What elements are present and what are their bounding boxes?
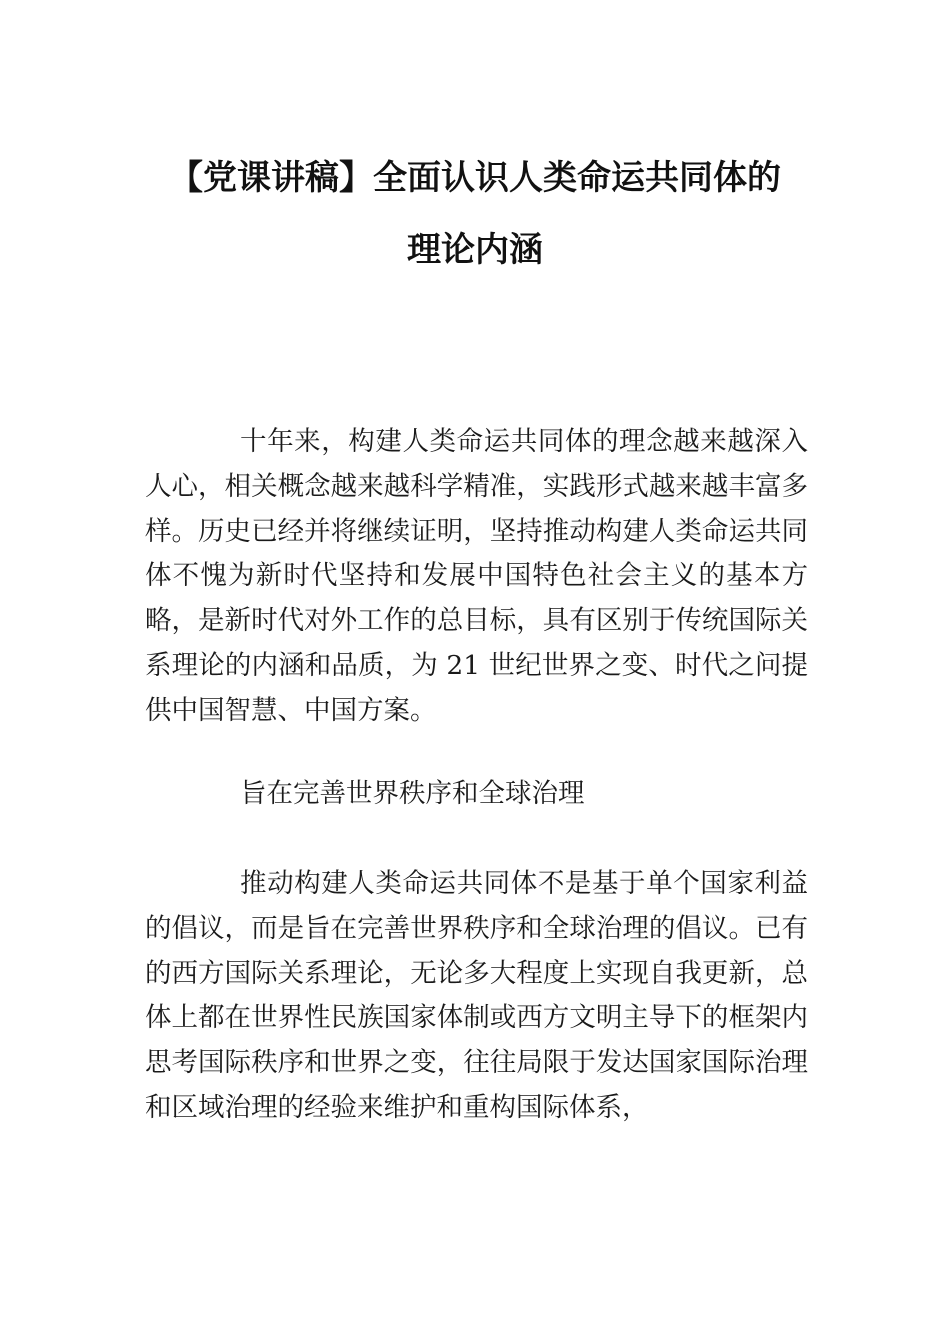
body-paragraph-2: 推动构建人类命运共同体不是基于单个国家利益的倡议，而是旨在完善世界秩序和全球治理的倡议。已有的西方国际关系理论，无论多大程度上实现自我更新，总体上都在世界性民族国家体制或西方文明主导下的框架内思考国际秩序和世界之变，往往局限于发达国家国际治理和区域治理的经验来维护和重构国际体系， [145, 868, 808, 1123]
document-title-line-2: 理论内涵 [407, 230, 543, 270]
document-title-line-1: 【党课讲稿】全面认识人类命运共同体的 [169, 158, 781, 198]
section-heading-1: 旨在完善世界秩序和全球治理 [240, 778, 585, 809]
body-paragraph-1: 十年来，构建人类命运共同体的理念越来越深入人心，相关概念越来越科学精准，实践形式越来越丰富多样。历史已经并将继续证明，坚持推动构建人类命运共同体不愧为新时代坚持和发展中国特色社会主义的基本方略，是新时代对外工作的总目标，具有区别于传统国际关系理论的内涵和品质，为 21 世纪世界之变、时代之问提供中国智慧、中国方案。 [145, 426, 808, 726]
